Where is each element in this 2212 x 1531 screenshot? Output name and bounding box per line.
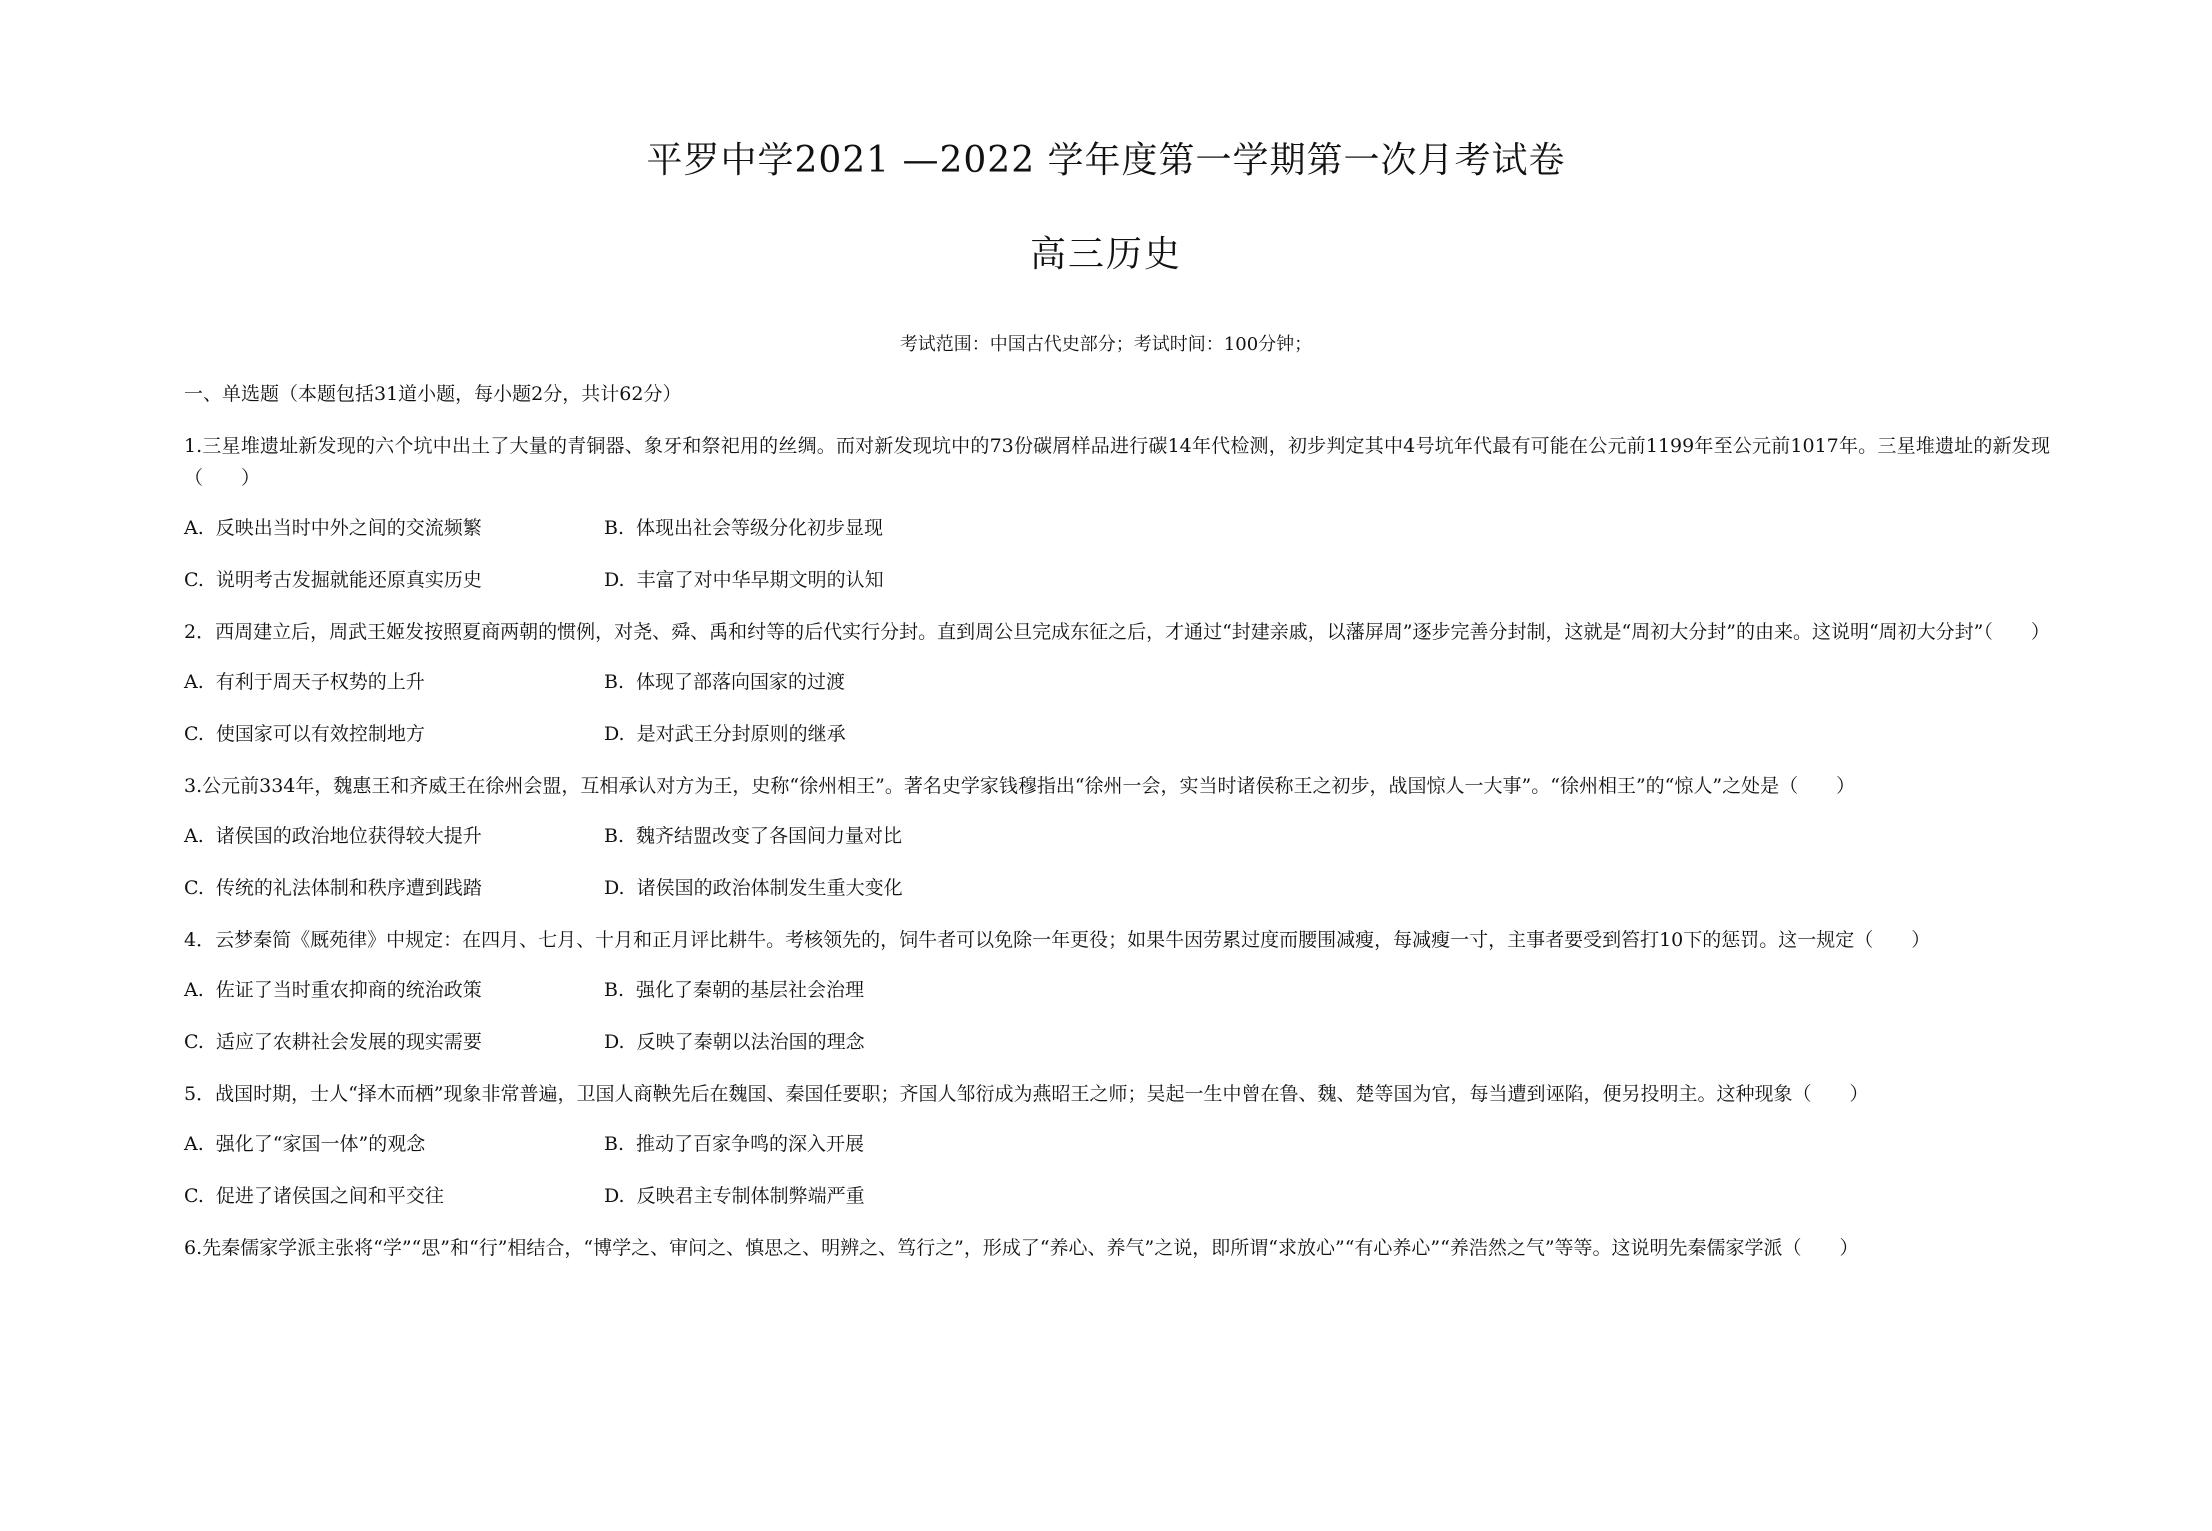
option-row	[184, 564, 2050, 596]
option-text: 有利于周天子权势的上升	[215, 671, 425, 693]
option-d[interactable]	[604, 1180, 1204, 1212]
option-c[interactable]	[184, 1026, 604, 1058]
option-letter: B.	[604, 1133, 625, 1155]
question-5	[184, 1078, 2050, 1212]
question-options	[184, 820, 2050, 904]
option-a[interactable]	[184, 1128, 604, 1160]
option-text: 诸侯国的政治地位获得较大提升	[215, 825, 482, 847]
option-letter: A.	[184, 517, 204, 539]
option-text: 使国家可以有效控制地方	[215, 723, 425, 745]
exam-info: 考试范围：中国古代史部分；考试时间：100分钟；	[899, 334, 1313, 355]
option-letter: A.	[184, 1133, 204, 1155]
option-letter: B.	[604, 671, 625, 693]
option-d[interactable]	[604, 564, 1204, 596]
option-b[interactable]	[604, 820, 1204, 852]
option-text: 丰富了对中华早期文明的认知	[636, 569, 884, 591]
option-c[interactable]	[184, 564, 604, 596]
option-b[interactable]	[604, 512, 1204, 544]
option-letter: C.	[184, 723, 204, 745]
question-options	[184, 974, 2050, 1058]
question-4	[184, 924, 2050, 1058]
option-row	[184, 718, 2050, 750]
option-a[interactable]	[184, 974, 604, 1006]
option-text: 适应了农耕社会发展的现实需要	[215, 1031, 482, 1053]
option-letter: D.	[604, 723, 625, 745]
option-c[interactable]	[184, 872, 604, 904]
section-title: 一、单选题（本题包括31道小题，每小题2分，共计62分）	[184, 383, 682, 405]
option-row	[184, 1180, 2050, 1212]
option-a[interactable]	[184, 666, 604, 698]
option-letter: D.	[604, 877, 625, 899]
question-stem: 4．云梦秦简《厩苑律》中规定：在四月、七月、十月和正月评比耕牛。考核领先的，饲牛者可以免除一年更役；如果牛因劳累过度而腰围减瘦，每减瘦一寸，主事者要受到笞打10下的惩罚。这一规定（ ）	[184, 929, 1931, 951]
question-stem: 1.三星堆遗址新发现的六个坑中出土了大量的青铜器、象牙和祭祀用的丝绸。而对新发现坑中的73份碳屑样品进行碳14年代检测，初步判定其中4号坑年代最有可能在公元前1199年至公元前1017年。三星堆遗址的新发现（ ）	[184, 435, 2050, 489]
option-row	[184, 512, 2050, 544]
option-letter: A.	[184, 979, 204, 1001]
option-text: 是对武王分封原则的继承	[636, 723, 846, 745]
option-letter: B.	[604, 825, 625, 847]
option-text: 强化了秦朝的基层社会治理	[636, 979, 865, 1001]
option-text: 反映出当时中外之间的交流频繁	[215, 517, 482, 539]
option-text: 体现了部落向国家的过渡	[636, 671, 846, 693]
question-options	[184, 1128, 2050, 1212]
option-letter: D.	[604, 1185, 625, 1207]
option-letter: A.	[184, 825, 204, 847]
question-1	[184, 430, 2050, 596]
option-letter: C.	[184, 877, 204, 899]
option-text: 魏齐结盟改变了各国间力量对比	[636, 825, 903, 847]
option-row	[184, 1026, 2050, 1058]
option-text: 体现出社会等级分化初步显现	[636, 517, 884, 539]
option-letter: C.	[184, 569, 204, 591]
question-6	[184, 1232, 2050, 1264]
question-options	[184, 512, 2050, 596]
option-a[interactable]	[184, 820, 604, 852]
question-stem: 3.公元前334年，魏惠王和齐威王在徐州会盟，互相承认对方为王，史称“徐州相王”。著名史学家钱穆指出“徐州一会，实当时诸侯称王之初步，战国惊人一大事”。“徐州相王”的“惊人”之处是（ ）	[184, 775, 1856, 797]
exam-content	[184, 378, 2050, 1282]
option-text: 诸侯国的政治体制发生重大变化	[636, 877, 903, 899]
option-c[interactable]	[184, 718, 604, 750]
option-text: 推动了百家争鸣的深入开展	[636, 1133, 865, 1155]
option-text: 佐证了当时重农抑商的统治政策	[215, 979, 482, 1001]
option-text: 传统的礼法体制和秩序遭到践踏	[215, 877, 482, 899]
question-stem: 6.先秦儒家学派主张将“学”“思”和“行”相结合，“博学之、审问之、慎思之、明辨之、笃行之”，形成了“养心、养气”之说，即所谓“求放心”“有心养心”“养浩然之气”等等。这说明先秦儒家学派（ ）	[184, 1237, 1859, 1259]
option-letter: D.	[604, 569, 625, 591]
option-d[interactable]	[604, 718, 1204, 750]
option-letter: C.	[184, 1185, 204, 1207]
option-letter: A.	[184, 671, 204, 693]
question-3	[184, 770, 2050, 904]
option-d[interactable]	[604, 1026, 1204, 1058]
exam-title: 平罗中学2021 —2022 学年度第一学期第一次月考试卷	[646, 140, 1566, 181]
option-text: 促进了诸侯国之间和平交往	[215, 1185, 444, 1207]
option-letter: C.	[184, 1031, 204, 1053]
option-b[interactable]	[604, 1128, 1204, 1160]
option-row	[184, 666, 2050, 698]
option-row	[184, 820, 2050, 852]
option-text: 强化了“家国一体”的观念	[215, 1133, 426, 1155]
exam-subject: 高三历史	[1029, 234, 1182, 275]
question-stem: 5．战国时期，士人“择木而栖”现象非常普遍，卫国人商鞅先后在魏国、秦国任要职；齐国人邹衍成为燕昭王之师；吴起一生中曾在鲁、魏、楚等国为官，每当遭到诬陷，便另投明主。这种现象（ ）	[184, 1083, 1869, 1105]
option-b[interactable]	[604, 666, 1204, 698]
question-stem: 2．西周建立后，周武王姬发按照夏商两朝的惯例，对尧、舜、禹和纣等的后代实行分封。直到周公旦完成东征之后，才通过“封建亲戚，以藩屏周”逐步完善分封制，这就是“周初大分封”的由来。这说明“周初大分封”（ ）	[184, 621, 2050, 643]
option-c[interactable]	[184, 1180, 604, 1212]
option-row	[184, 1128, 2050, 1160]
question-options	[184, 666, 2050, 750]
option-row	[184, 974, 2050, 1006]
option-text: 反映了秦朝以法治国的理念	[636, 1031, 865, 1053]
option-letter: D.	[604, 1031, 625, 1053]
option-d[interactable]	[604, 872, 1204, 904]
option-letter: B.	[604, 979, 625, 1001]
option-text: 反映君主专制体制弊端严重	[636, 1185, 865, 1207]
option-text: 说明考古发掘就能还原真实历史	[215, 569, 482, 591]
option-a[interactable]	[184, 512, 604, 544]
question-2	[184, 616, 2050, 750]
option-row	[184, 872, 2050, 904]
option-b[interactable]	[604, 974, 1204, 1006]
option-letter: B.	[604, 517, 625, 539]
